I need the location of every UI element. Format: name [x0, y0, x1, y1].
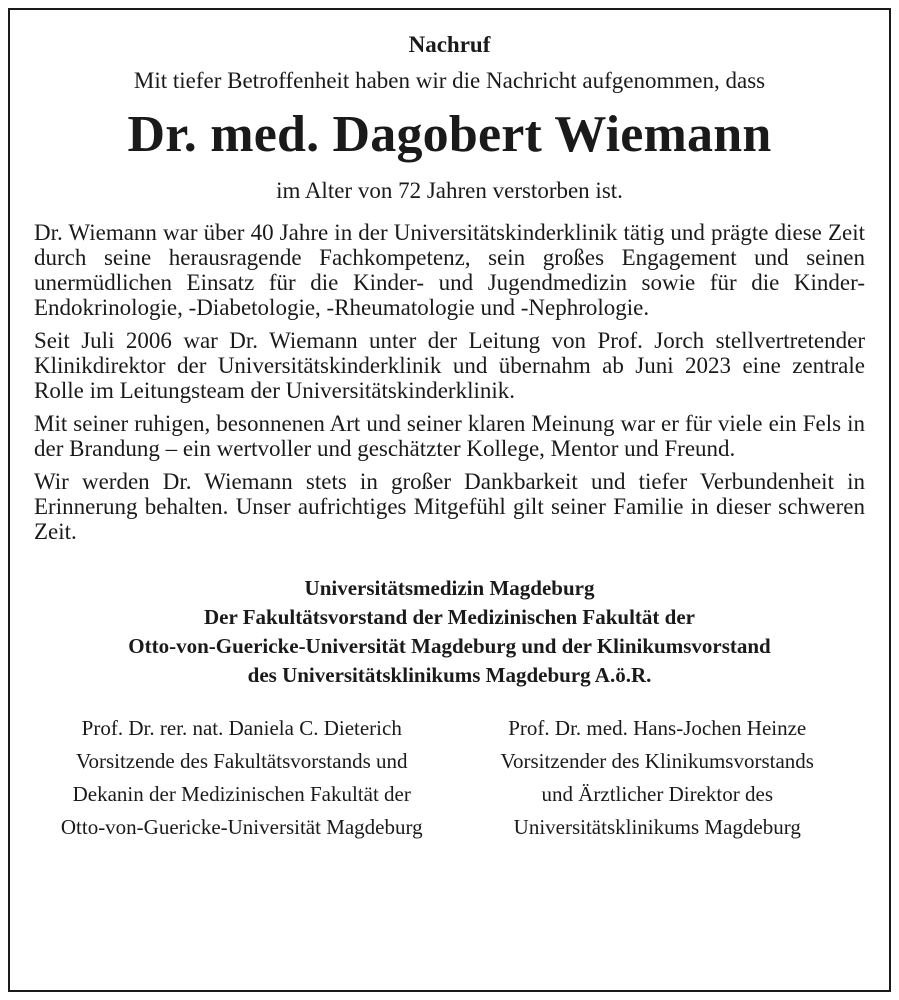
organization-line: Otto-von-Guericke-Universität Magdeburg und der Klinikumsvorstand — [128, 634, 771, 658]
body-paragraph: Wir werden Dr. Wiemann stets in großer Dankbarkeit und tiefer Verbundenheit in Erinnerung behalten. Unser aufrichtiges Mitgefühl gilt seiner Familie in dieser schweren Zeit. — [34, 469, 865, 544]
signer-heinze — [450, 712, 866, 844]
organization-block — [34, 574, 865, 690]
signer-name: Prof. Dr. med. Hans-Jochen Heinze — [508, 716, 807, 740]
signer-role-line: Otto-von-Guericke-Universität Magdeburg — [60, 815, 423, 839]
signer-role-line: Universitätsklinikums Magdeburg — [513, 815, 801, 839]
signer-role-line: Vorsitzender des Klinikumsvorstands — [500, 749, 814, 773]
body-paragraph: Seit Juli 2006 war Dr. Wiemann unter der Leitung von Prof. Jorch stellvertretender Klinikdirektor der Universitätskinderklinik und übernahm ab Juni 2023 eine zentrale Rolle im Leitungsteam der Universitätskinderklinik. — [34, 328, 865, 403]
body-paragraph: Dr. Wiemann war über 40 Jahre in der Universitätskinderklinik tätig und prägte diese Zeit durch seine herausragende Fachkompetenz, sein großes Engagement und seinen unermüdlichen Einsatz für die Kinder- und Jugendmedizin sowie für die Kinder-Endokrinologie, -Diabetologie, -Rheumatologie und -Nephrologie. — [34, 220, 865, 320]
signer-dieterich — [34, 712, 450, 844]
obituary-heading: Nachruf — [408, 32, 491, 57]
obituary-body — [34, 220, 865, 544]
obituary-frame — [8, 8, 891, 992]
signer-name: Prof. Dr. rer. nat. Daniela C. Dieterich — [81, 716, 402, 740]
intro-line: Mit tiefer Betroffenheit haben wir die Nachricht aufgenommen, dass — [133, 68, 766, 93]
signer-role-line: und Ärztlicher Direktor des — [541, 782, 773, 806]
obituary-content — [34, 30, 865, 844]
signer-role-line: Vorsitzende des Fakultätsvorstands und — [76, 749, 408, 773]
organization-line: Universitätsmedizin Magdeburg — [304, 576, 595, 600]
deceased-name: Dr. med. Dagobert Wiemann — [127, 106, 772, 163]
body-paragraph: Mit seiner ruhigen, besonnenen Art und seiner klaren Meinung war er für viele ein Fels in der Brandung – ein wertvoller und geschätzter Kollege, Mentor und Freund. — [34, 411, 865, 461]
signer-role-line: Dekanin der Medizinischen Fakultät der — [72, 782, 411, 806]
signatories — [34, 712, 865, 844]
organization-line: Der Fakultätsvorstand der Medizinischen Fakultät der — [204, 605, 695, 629]
age-line: im Alter von 72 Jahren verstorben ist. — [276, 178, 623, 203]
organization-line: des Universitätsklinikums Magdeburg A.ö.R. — [247, 663, 652, 687]
